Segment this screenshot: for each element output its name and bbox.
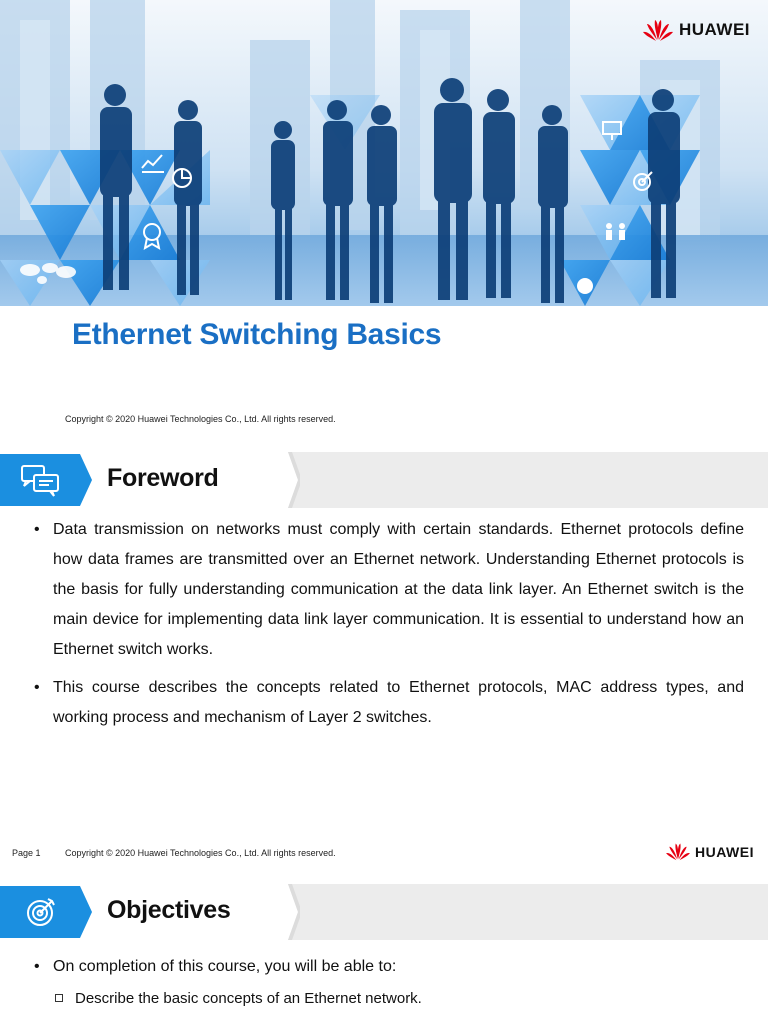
list-item: Describe the basic concepts of an Ethernet network. bbox=[55, 984, 422, 1014]
section-heading: Objectives bbox=[107, 896, 231, 924]
foreword-bullet-list bbox=[34, 515, 744, 741]
foreword-slide bbox=[0, 450, 768, 860]
hero-banner bbox=[0, 0, 768, 306]
thumbs-up-icon bbox=[577, 278, 593, 294]
objectives-header-bar bbox=[0, 884, 768, 940]
huawei-wordmark: HUAWEI bbox=[695, 843, 754, 860]
huawei-flower-icon bbox=[643, 18, 673, 42]
hero-illustration bbox=[0, 0, 768, 306]
copyright-notice: Copyright © 2020 Huawei Technologies Co., Ltd. All rights reserved. bbox=[65, 848, 336, 858]
foreword-header-bar bbox=[0, 452, 768, 508]
slide-title: Ethernet Switching Basics bbox=[72, 318, 442, 351]
list-item: • This course describes the concepts related to Ethernet protocols, MAC address types, and working process and mechanism of Layer 2 switches. bbox=[34, 673, 744, 733]
list-item: • On completion of this course, you will be able to: bbox=[34, 952, 744, 982]
objectives-bullet-list bbox=[34, 952, 744, 982]
huawei-logo bbox=[643, 18, 750, 42]
objectives-sub-bullet-list bbox=[55, 984, 422, 1014]
list-item: • Data transmission on networks must comply with certain standards. Ethernet protocols define how data frames are transmitted over an Ethernet network. Understanding Ethernet protocols is the basis for fully understanding communication at the data link layer. An Ethernet switch is the main device for implementing data link layer communication. It is essential to understand how an Ethernet switch works. bbox=[34, 515, 744, 665]
header-icon-box bbox=[0, 454, 92, 506]
header-icon-box bbox=[0, 886, 92, 938]
page-number: Page 1 bbox=[12, 848, 41, 858]
section-heading: Foreword bbox=[107, 464, 219, 492]
title-slide bbox=[0, 0, 768, 432]
objectives-slide bbox=[0, 882, 768, 1024]
huawei-logo bbox=[666, 842, 754, 861]
huawei-flower-icon bbox=[666, 842, 690, 861]
huawei-wordmark: HUAWEI bbox=[679, 20, 750, 39]
page-footer bbox=[0, 843, 768, 870]
copyright-notice: Copyright © 2020 Huawei Technologies Co., Ltd. All rights reserved. bbox=[65, 414, 336, 424]
